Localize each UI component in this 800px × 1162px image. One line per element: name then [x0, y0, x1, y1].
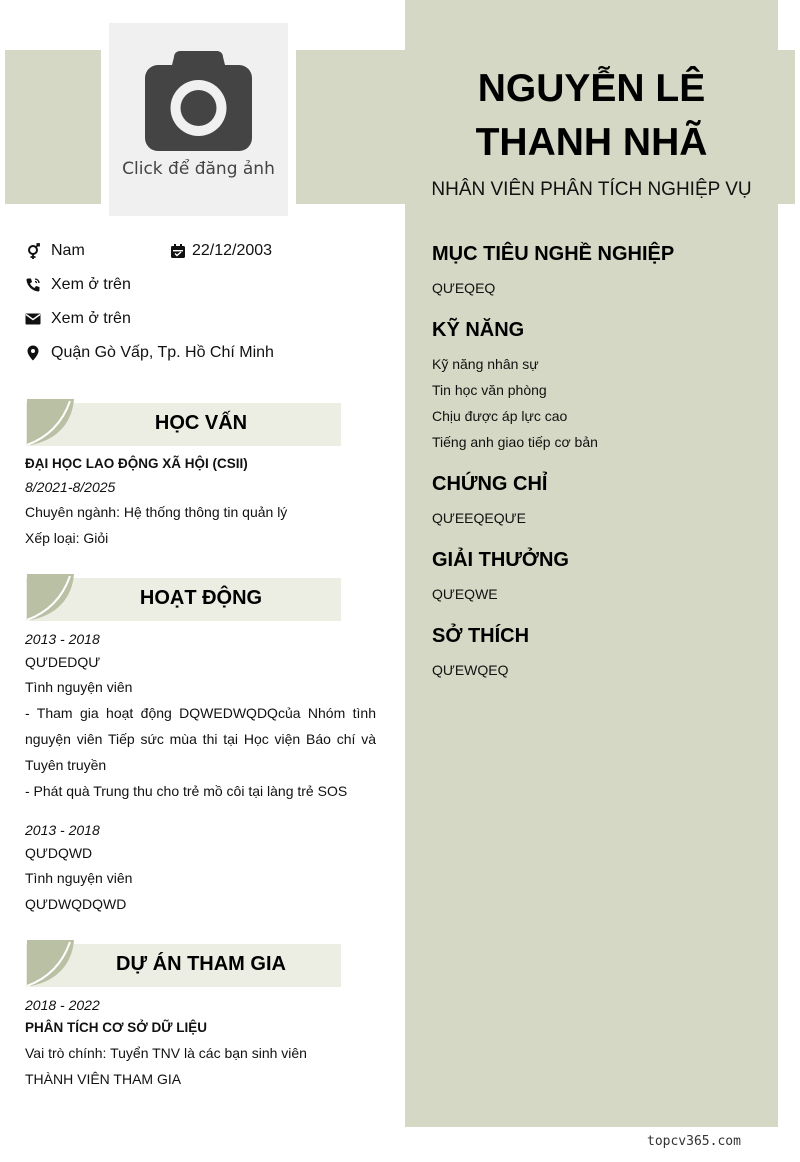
activity-1-period: 2013 - 2018 [25, 631, 100, 647]
skill-item: Tiếng anh giao tiếp cơ bản [432, 434, 598, 450]
header-band-left [5, 50, 101, 204]
activity-2-description: QƯDWQDQWD [25, 896, 127, 912]
project-main-role: Vai trò chính: Tuyển TNV là các bạn sinh viên [25, 1045, 307, 1061]
gender-icon [25, 243, 41, 259]
objective-text: QƯEQEQ [432, 280, 496, 296]
header-band-right [778, 50, 795, 204]
awards-text: QƯEQWE [432, 586, 498, 602]
activities-section-header [26, 573, 341, 617]
school-name: ĐẠI HỌC LAO ĐỘNG XÃ HỘI (CSII) [25, 456, 248, 471]
email-value: Xem ở trên [51, 310, 131, 327]
footer-site-link[interactable]: topcv365.com [647, 1134, 741, 1149]
skill-item: Tin học văn phòng [432, 382, 547, 398]
hobbies-heading: SỞ THÍCH [432, 625, 530, 647]
activity-1-description: - Tham gia hoạt động DQWEDWQDQcủa Nhóm tình nguyện viên Tiếp sức mùa thi tại Học viện Báo chí và Tuyên truyền [25, 705, 376, 773]
activity-2-role: Tình nguyện viên [25, 870, 133, 886]
skill-item: Kỹ năng nhân sự [432, 356, 539, 372]
project-member: THÀNH VIÊN THAM GIA [25, 1071, 182, 1087]
project-name: PHÂN TÍCH CƠ SỞ DỮ LIỆU [25, 1020, 207, 1035]
photo-upload-label: Click để đăng ảnh [122, 159, 275, 179]
education-grade: Xếp loại: Giỏi [25, 530, 109, 546]
awards-heading: GIẢI THƯỞNG [432, 549, 569, 571]
education-period: 8/2021-8/2025 [25, 479, 116, 495]
activity-2-period: 2013 - 2018 [25, 822, 100, 838]
education-major: Chuyên ngành: Hệ thống thông tin quản lý [25, 504, 288, 520]
hobbies-text: QƯEWQEQ [432, 662, 509, 678]
phone-row [25, 276, 131, 294]
envelope-icon [25, 311, 41, 327]
phone-value: Xem ở trên [51, 276, 131, 293]
objective-heading: MỤC TIÊU NGHỀ NGHIỆP [432, 243, 675, 265]
calendar-icon [170, 243, 186, 259]
activities-heading: HOẠT ĐỘNG [139, 587, 263, 609]
phone-icon [25, 277, 41, 293]
birthday-value: 22/12/2003 [192, 242, 273, 259]
camera-icon [145, 51, 252, 151]
full-name [405, 62, 778, 170]
activity-1-description-2: - Phát quà Trung thu cho trẻ mồ côi tại làng trẻ SOS [25, 783, 348, 799]
skills-heading: KỸ NĂNG [432, 319, 525, 341]
projects-heading: DỰ ÁN THAM GIA [116, 953, 286, 975]
activity-1-org: QƯDEDQƯ [25, 654, 101, 670]
address-row [25, 344, 274, 362]
projects-section-header [26, 939, 341, 983]
project-period: 2018 - 2022 [25, 997, 100, 1013]
gender-row [25, 242, 85, 260]
name-line-1: NGUYỄN LÊ [477, 67, 706, 110]
birthday-row [170, 242, 272, 260]
education-heading: HỌC VẤN [154, 412, 248, 434]
name-line-2: THANH NHÃ [475, 121, 708, 164]
address-value: Quận Gò Vấp, Tp. Hồ Chí Minh [51, 344, 274, 361]
gender-value: Nam [51, 242, 85, 259]
activity-1-role: Tình nguyện viên [25, 679, 133, 695]
email-row [25, 310, 131, 328]
certificates-text: QƯEEQEQƯE [432, 510, 526, 526]
location-pin-icon [25, 345, 41, 361]
education-section-header [26, 398, 341, 442]
header-band-middle [296, 50, 406, 204]
activity-2-org: QƯDQWD [25, 845, 93, 861]
job-title: NHÂN VIÊN PHÂN TÍCH NGHIỆP VỤ [431, 179, 752, 200]
photo-upload-area[interactable] [109, 23, 288, 216]
certificates-heading: CHỨNG CHỈ [432, 473, 548, 495]
skill-item: Chịu được áp lực cao [432, 408, 568, 424]
